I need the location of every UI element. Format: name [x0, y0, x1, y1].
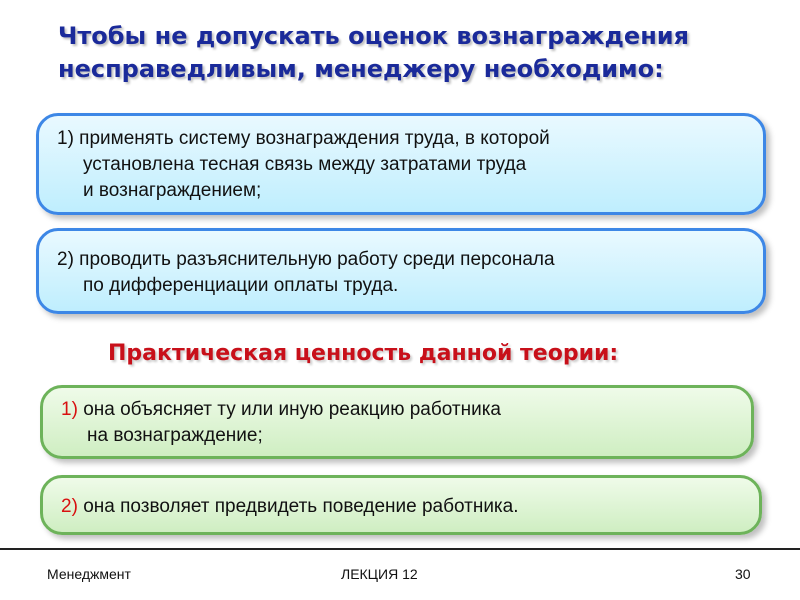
requirement-box-1 [36, 113, 766, 215]
value-1-text-1: она объясняет ту или иную реакцию работника [83, 399, 502, 420]
footer-course: Менеджмент [47, 566, 131, 582]
section-subtitle: Практическая ценность данной теории: [108, 341, 619, 366]
slide-title [58, 20, 778, 86]
requirement-2-line-1: 2) проводить разъяснительную работу среди персонала [57, 249, 555, 270]
requirement-1-line-3: и вознаграждением; [83, 180, 262, 201]
slide-title-line-2: несправедливым, менеджеру необходимо: [58, 55, 664, 83]
value-1-line-2: на вознаграждение; [87, 425, 263, 446]
value-box-2 [40, 475, 762, 535]
value-box-1 [40, 385, 754, 459]
requirement-box-2 [36, 228, 766, 314]
value-1-number: 1) [61, 399, 78, 420]
value-2-text-1: она позволяет предвидеть поведение работника. [83, 496, 519, 517]
requirement-1-line-2: установлена тесная связь между затратами труда [83, 154, 527, 175]
value-2-number: 2) [61, 496, 78, 517]
slide-title-line-1: Чтобы не допускать оценок вознаграждения [58, 22, 690, 50]
value-2-line-1 [61, 494, 759, 520]
footer-lecture: ЛЕКЦИЯ 12 [341, 566, 418, 582]
requirement-2-line-2: по дифференциации оплаты труда. [83, 275, 399, 296]
footer-divider [0, 548, 800, 550]
requirement-1-line-1: 1) применять систему вознаграждения труда, в которой [57, 128, 550, 149]
footer-page-number: 30 [735, 566, 751, 582]
value-1-line-1 [61, 397, 751, 423]
